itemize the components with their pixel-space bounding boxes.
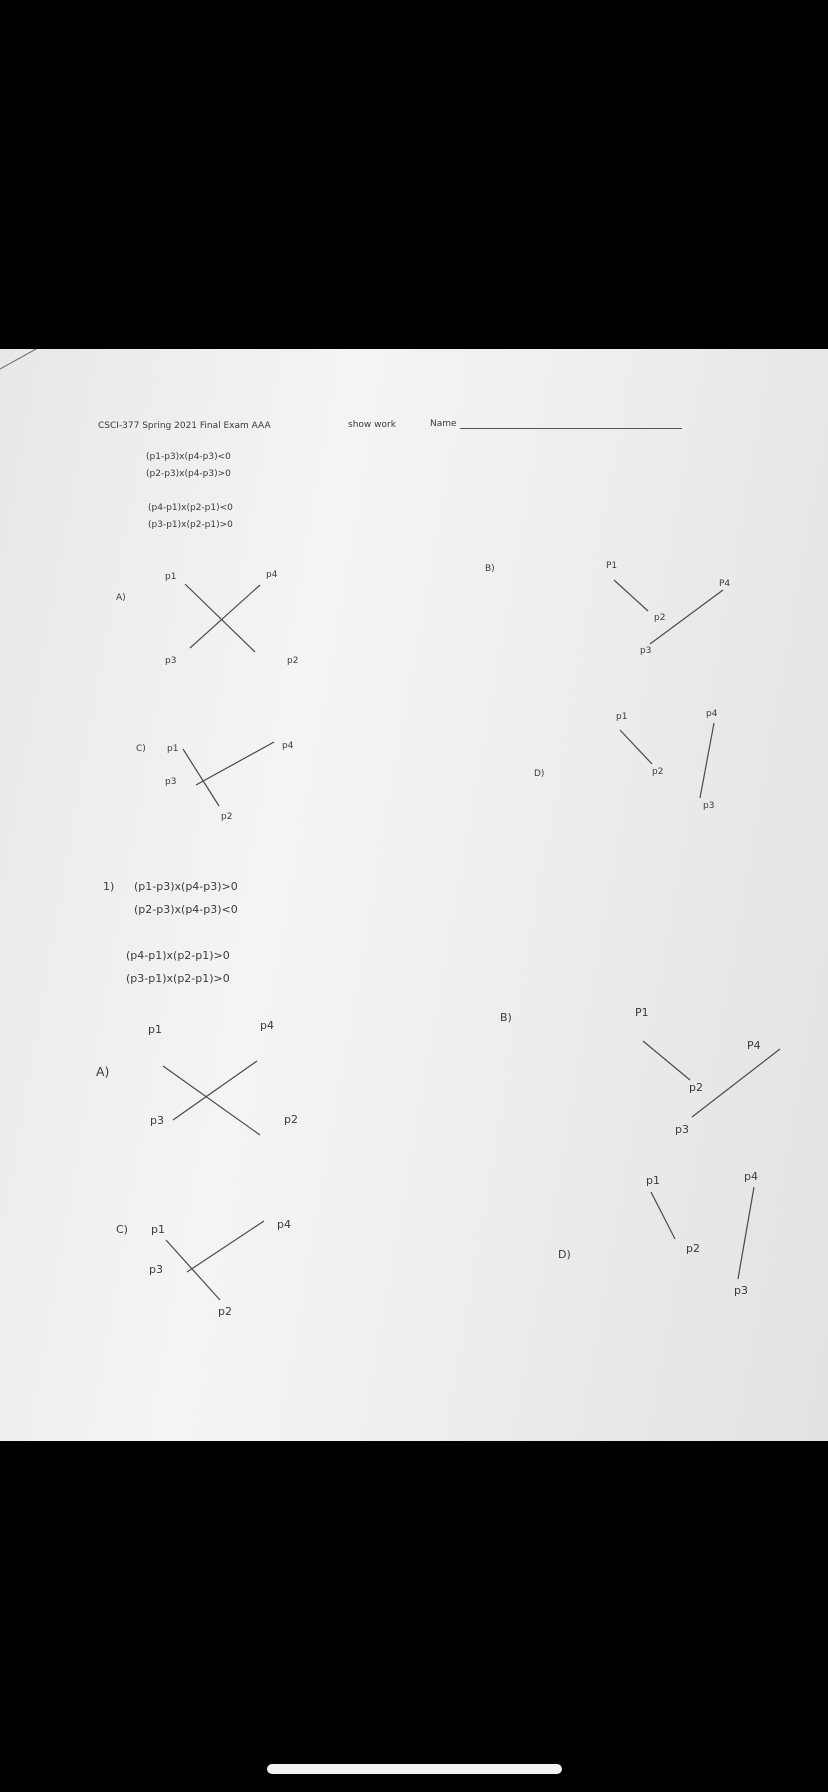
- top-b-p1: P1: [606, 561, 618, 571]
- bottom-d-p4: p4: [744, 1170, 758, 1183]
- top-label-a: A): [116, 593, 126, 603]
- bottom-a-p2: p2: [284, 1113, 298, 1126]
- q1-number: 1): [103, 880, 115, 893]
- bottom-d-p2: p2: [686, 1242, 700, 1255]
- top-equation-4: (p3-p1)x(p2-p1)>0: [148, 520, 233, 530]
- q1-equation-4: (p3-p1)x(p2-p1)>0: [126, 972, 230, 985]
- top-label-d: D): [534, 769, 545, 779]
- top-d-p1: p1: [616, 712, 628, 722]
- bottom-a-segment-p1p2: [163, 1066, 260, 1135]
- top-b-p2: p2: [654, 613, 666, 623]
- bottom-b-p3: p3: [675, 1123, 689, 1136]
- bottom-label-d: D): [558, 1248, 571, 1261]
- top-equation-2: (p2-p3)x(p4-p3)>0: [146, 469, 231, 479]
- instruction-text: show work: [348, 420, 396, 430]
- bottom-d-p3: p3: [734, 1284, 748, 1297]
- top-a-segment-p4p3: [190, 585, 260, 648]
- bottom-d-segment-p1p2: [651, 1192, 675, 1239]
- bottom-d-p1: p1: [646, 1174, 660, 1187]
- bottom-a-segment-p4p3: [173, 1061, 257, 1120]
- bottom-a-p1: p1: [148, 1023, 162, 1036]
- bottom-c-segment-p4p3: [187, 1221, 264, 1272]
- bottom-label-b: B): [500, 1011, 512, 1024]
- bottom-b-segment-p1p2: [643, 1041, 690, 1080]
- bottom-b-p2: p2: [689, 1081, 703, 1094]
- top-equation-3: (p4-p1)x(p2-p1)<0: [148, 503, 233, 513]
- bottom-a-p3: p3: [150, 1114, 164, 1127]
- home-indicator[interactable]: [267, 1764, 562, 1774]
- top-a-p2: p2: [287, 656, 299, 666]
- top-d-segment-p1p2: [620, 730, 652, 764]
- q1-equation-2: (p2-p3)x(p4-p3)<0: [134, 903, 238, 916]
- top-c-p1: p1: [167, 744, 179, 754]
- top-a-p3: p3: [165, 656, 177, 666]
- top-label-b: B): [485, 564, 495, 574]
- top-c-segment-p1p2: [183, 749, 219, 806]
- top-equation-1: (p1-p3)x(p4-p3)<0: [146, 452, 231, 462]
- top-d-p4: p4: [706, 709, 718, 719]
- q1-equation-3: (p4-p1)x(p2-p1)>0: [126, 949, 230, 962]
- top-b-p4: P4: [719, 579, 731, 589]
- paper-edge-line: [0, 349, 45, 369]
- exam-photo: [0, 349, 828, 1441]
- top-d-p3: p3: [703, 801, 715, 811]
- top-d-segment-p4p3: [700, 723, 714, 798]
- top-c-segment-p4p3: [196, 742, 274, 785]
- top-a-p4: p4: [266, 570, 278, 580]
- bottom-label-a: A): [96, 1064, 110, 1079]
- top-c-p2: p2: [221, 812, 233, 822]
- bottom-c-p2: p2: [218, 1305, 232, 1318]
- bottom-c-p3: p3: [149, 1263, 163, 1276]
- top-b-p3: p3: [640, 646, 652, 656]
- top-c-p4: p4: [282, 741, 294, 751]
- course-title: CSCI-377 Spring 2021 Final Exam AAA: [98, 421, 271, 431]
- top-d-p2: p2: [652, 767, 664, 777]
- top-b-segment-p1p2: [614, 580, 648, 611]
- bottom-b-p4: P4: [747, 1039, 761, 1052]
- bottom-b-p1: P1: [635, 1006, 649, 1019]
- bottom-b-segment-p4p3: [692, 1049, 780, 1117]
- top-c-p3: p3: [165, 777, 177, 787]
- bottom-c-segment-p1p2: [166, 1240, 220, 1300]
- top-b-segment-p4p3: [650, 590, 723, 644]
- top-label-c: C): [136, 744, 146, 754]
- q1-equation-1: (p1-p3)x(p4-p3)>0: [134, 880, 238, 893]
- bottom-c-p1: p1: [151, 1223, 165, 1236]
- bottom-c-p4: p4: [277, 1218, 291, 1231]
- bottom-d-segment-p4p3: [738, 1187, 754, 1279]
- top-a-segment-p1p2: [185, 584, 255, 652]
- bottom-label-c: C): [116, 1223, 128, 1236]
- name-label: Name: [430, 419, 457, 429]
- segment-diagrams: [0, 349, 828, 1441]
- top-a-p1: p1: [165, 572, 177, 582]
- bottom-a-p4: p4: [260, 1019, 274, 1032]
